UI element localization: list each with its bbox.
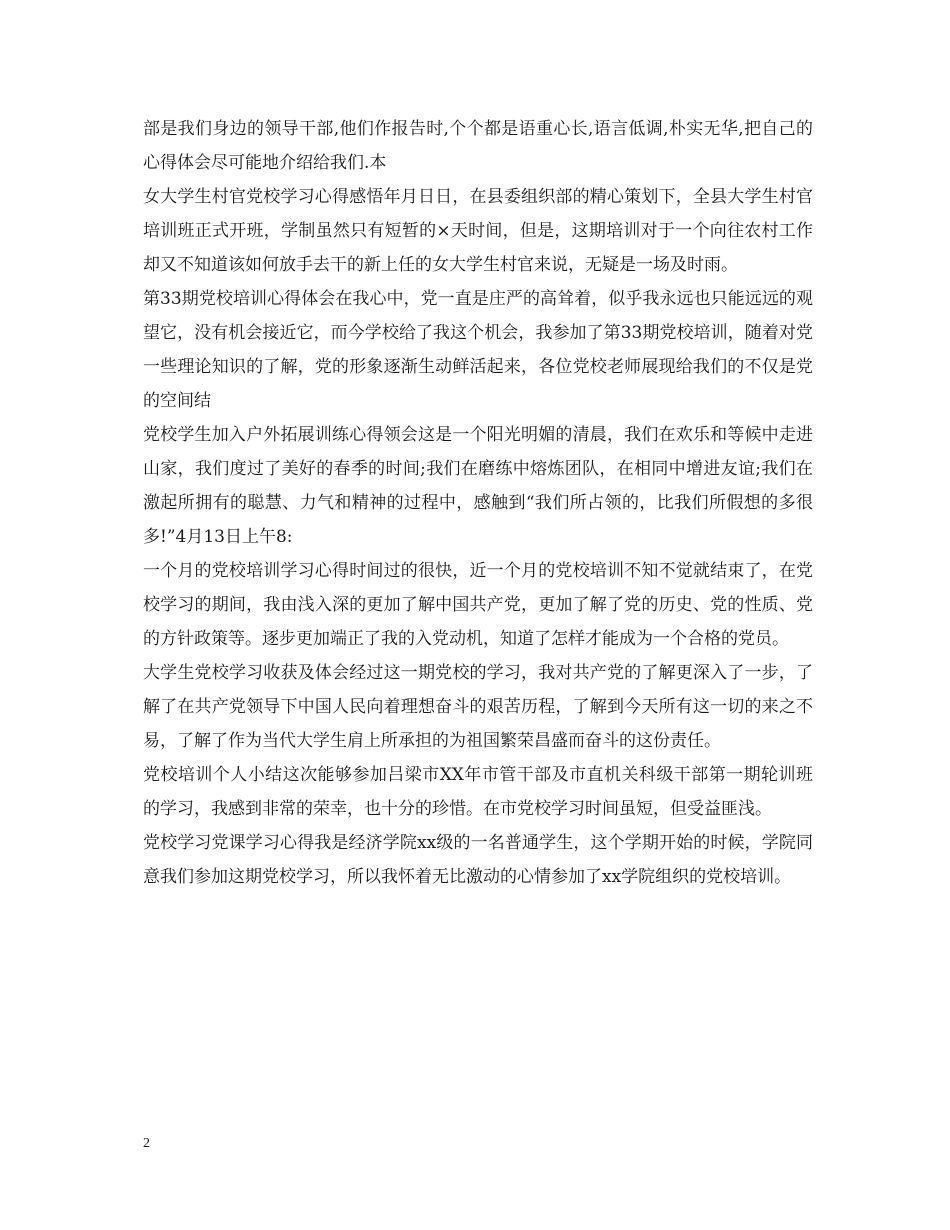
paragraph: 部是我们身边的领导干部,他们作报告时,个个都是语重心长,语言低调,朴实无华,把自己的心得体会尽可能地介绍给我们.本 — [143, 119, 813, 173]
document-body — [143, 112, 813, 894]
paragraph: 一个月的党校培训学习心得时间过的很快，近一个月的党校培训不知不觉就结束了，在党校学习的期间，我由浅入深的更加了解中国共产党，更加了解了党的历史、党的性质、党的方针政策等。逐步更加端正了我的入党动机，知道了怎样才能成为一个合格的党员。 — [143, 561, 813, 649]
paragraph: 第33期党校培训心得体会在我心中，党一直是庄严的高耸着，似乎我永远也只能远远的观望它，没有机会接近它，而今学校给了我这个机会，我参加了第33期党校培训，随着对党一些理论知识的了解，党的形象逐渐生动鲜活起来，各位党校老师展现给我们的不仅是党的空间结 — [143, 289, 813, 411]
paragraph: 大学生党校学习收获及体会经过这一期党校的学习，我对共产党的了解更深入了一步，了解了在共产党领导下中国人民向着理想奋斗的艰苦历程，了解到今天所有这一切的来之不易，了解了作为当代大学生肩上所承担的为祖国繁荣昌盛而奋斗的这份责任。 — [143, 663, 813, 751]
page-number: 2 — [143, 1136, 150, 1151]
paragraph: 党校学习党课学习心得我是经济学院xx级的一名普通学生，这个学期开始的时候，学院同意我们参加这期党校学习，所以我怀着无比激动的心情参加了xx学院组织的党校培训。 — [143, 833, 813, 887]
paragraph: 女大学生村官党校学习心得感悟年月日日，在县委组织部的精心策划下，全县大学生村官培训班正式开班，学制虽然只有短暂的×天时间，但是，这期培训对于一个向往农村工作却又不知道该如何放手去干的新上任的女大学生村官来说，无疑是一场及时雨。 — [143, 187, 813, 275]
paragraph: 党校培训个人小结这次能够参加吕梁市XX年市管干部及市直机关科级干部第一期轮训班的学习，我感到非常的荣幸，也十分的珍惜。在市党校学习时间虽短，但受益匪浅。 — [143, 765, 813, 819]
paragraph: 党校学生加入户外拓展训练心得领会这是一个阳光明媚的清晨，我们在欢乐和等候中走进山家，我们度过了美好的春季的时间;我们在磨练中熔炼团队，在相同中增进友谊;我们在激起所拥有的聪慧、力气和精神的过程中，感触到“我们所占领的，比我们所假想的多很多!”4月13日上午8: — [143, 425, 813, 547]
